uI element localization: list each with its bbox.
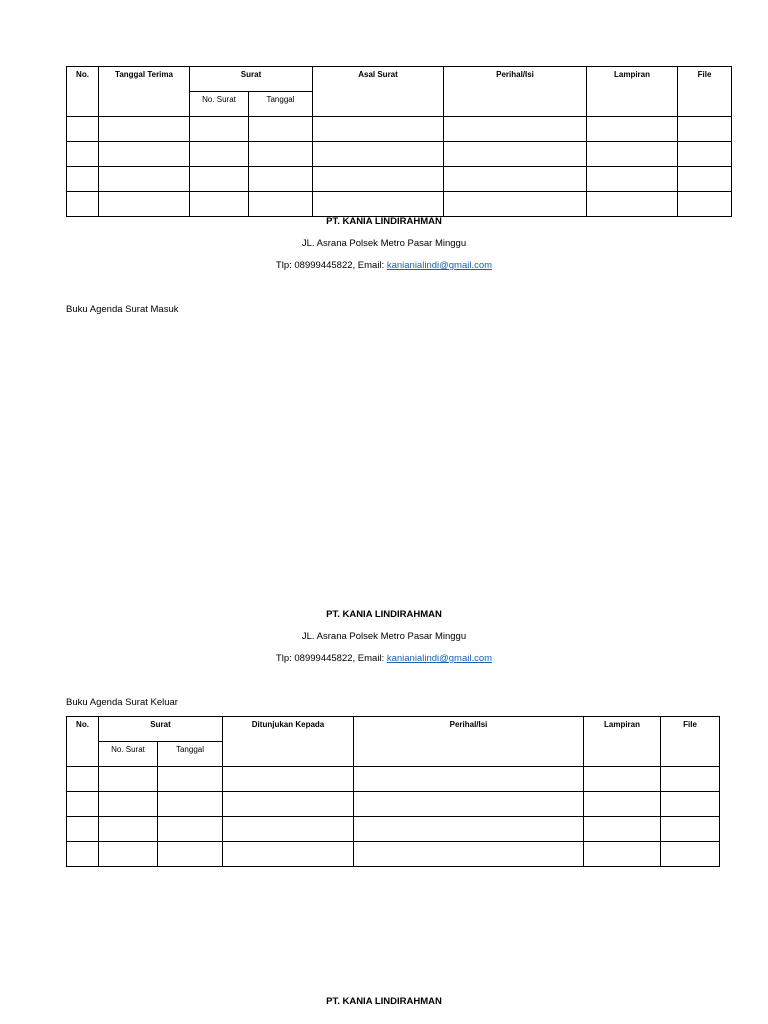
table-cell (67, 192, 99, 217)
table-cell (158, 767, 223, 792)
header-file: File (678, 67, 732, 117)
email-link[interactable]: kanianialindi@gmail.com (386, 653, 493, 664)
table-cell (99, 842, 158, 867)
header-tanggal: Tanggal (158, 742, 223, 767)
table-cell (99, 767, 158, 792)
table-cell (444, 192, 587, 217)
contact-phone: Tlp: 08999445822, Email: (275, 653, 387, 664)
table-cell (661, 842, 720, 867)
table-cell (661, 792, 720, 817)
table-row (67, 767, 720, 792)
table-cell (99, 192, 190, 217)
table-cell (249, 117, 313, 142)
table-cell (313, 142, 444, 167)
table-cell (678, 167, 732, 192)
incoming-mail-table (66, 66, 732, 217)
table-cell (587, 142, 678, 167)
table-cell (67, 792, 99, 817)
table-row (67, 792, 720, 817)
table-cell (313, 167, 444, 192)
contact-phone: Tlp: 08999445822, Email: (275, 260, 387, 271)
table-cell (249, 142, 313, 167)
header-surat: Surat (99, 717, 223, 742)
table-row (67, 842, 720, 867)
outgoing-mail-table (66, 716, 720, 867)
table-row (67, 167, 732, 192)
company-contact (0, 260, 768, 271)
table-cell (444, 142, 587, 167)
table-cell (223, 842, 354, 867)
table-row (67, 817, 720, 842)
header-no-surat: No. Surat (190, 92, 249, 117)
table-cell (354, 792, 584, 817)
table-row (67, 142, 732, 167)
table-cell (678, 192, 732, 217)
table-cell (99, 117, 190, 142)
table-cell (67, 142, 99, 167)
table-cell (587, 167, 678, 192)
table-cell (313, 117, 444, 142)
table-cell (587, 117, 678, 142)
table-cell (678, 117, 732, 142)
table-cell (444, 167, 587, 192)
section-title-incoming: Buku Agenda Surat Masuk (66, 304, 179, 315)
table-cell (67, 117, 99, 142)
table-cell (354, 767, 584, 792)
table-cell (587, 192, 678, 217)
table-cell (661, 767, 720, 792)
header-asal-surat: Asal Surat (313, 67, 444, 117)
company-name: PT. KANIA LINDIRAHMAN (326, 609, 442, 620)
table-cell (354, 817, 584, 842)
header-surat: Surat (190, 67, 313, 92)
table-cell (99, 817, 158, 842)
table-cell (313, 192, 444, 217)
header-perihal: Perihal/Isi (354, 717, 584, 767)
table-cell (158, 817, 223, 842)
company-contact (0, 653, 768, 664)
email-link[interactable]: kanianialindi@gmail.com (386, 260, 493, 271)
header-file: File (661, 717, 720, 767)
header-tanggal-terima: Tanggal Terima (99, 67, 190, 117)
table-cell (190, 192, 249, 217)
table-cell (584, 817, 661, 842)
table-cell (99, 792, 158, 817)
table-cell (158, 842, 223, 867)
table-cell (190, 117, 249, 142)
company-name: PT. KANIA LINDIRAHMAN (326, 216, 442, 227)
table-cell (584, 792, 661, 817)
table-cell (678, 142, 732, 167)
header-no: No. (67, 717, 99, 767)
header-no-surat: No. Surat (99, 742, 158, 767)
header-no: No. (67, 67, 99, 117)
table-cell (223, 767, 354, 792)
header-ditunjukan-kepada: Ditunjukan Kepada (223, 717, 354, 767)
table-cell (67, 167, 99, 192)
table-cell (661, 817, 720, 842)
company-name: PT. KANIA LINDIRAHMAN (326, 996, 442, 1007)
table-cell (190, 167, 249, 192)
header-perihal: Perihal/Isi (444, 67, 587, 117)
table-row (67, 192, 732, 217)
table-cell (67, 817, 99, 842)
table-row (67, 117, 732, 142)
table-cell (158, 792, 223, 817)
table-cell (67, 842, 99, 867)
table-cell (444, 117, 587, 142)
table-cell (354, 842, 584, 867)
table-cell (584, 767, 661, 792)
company-address: JL. Asrana Polsek Metro Pasar Minggu (301, 238, 467, 249)
table-cell (223, 817, 354, 842)
table-cell (99, 167, 190, 192)
table-cell (249, 192, 313, 217)
table-cell (99, 142, 190, 167)
header-tanggal: Tanggal (249, 92, 313, 117)
table-cell (584, 842, 661, 867)
company-address: JL. Asrana Polsek Metro Pasar Minggu (301, 631, 467, 642)
header-lampiran: Lampiran (587, 67, 678, 117)
table-cell (249, 167, 313, 192)
header-lampiran: Lampiran (584, 717, 661, 767)
table-cell (67, 767, 99, 792)
section-title-outgoing: Buku Agenda Surat Keluar (66, 697, 178, 708)
table-cell (190, 142, 249, 167)
table-cell (223, 792, 354, 817)
